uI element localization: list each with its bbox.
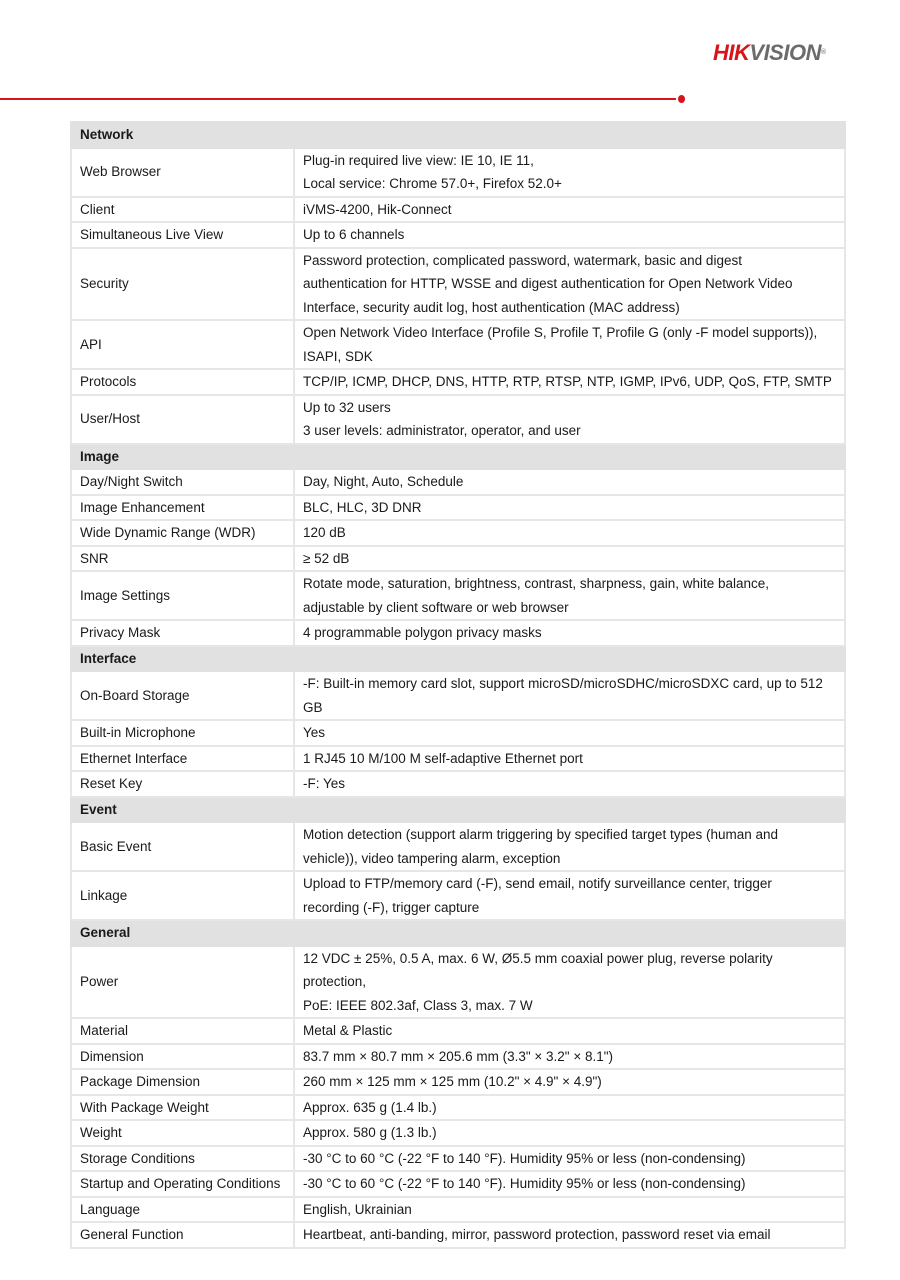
spec-value [294,222,845,248]
spec-row [71,1222,845,1248]
spec-value-line: 120 dB [303,525,346,540]
spec-label: Dimension [71,1044,294,1070]
section-title: Image [71,444,845,470]
spec-value [294,620,845,646]
spec-value-line: BLC, HLC, 3D DNR [303,499,422,515]
spec-value [294,571,845,620]
spec-row [71,469,845,495]
spec-label: Built-in Microphone [71,720,294,746]
spec-row [71,520,845,546]
spec-value-line: Heartbeat, anti-banding, mirror, password protection, password reset via email [303,1227,771,1242]
spec-row [71,1069,845,1095]
spec-value [294,1095,845,1121]
spec-value [294,822,845,871]
spec-label: Client [71,197,294,223]
spec-label: API [71,320,294,369]
section-header-event [71,797,845,823]
spec-label: Storage Conditions [71,1146,294,1172]
spec-value-line: Metal & Plastic [303,1023,393,1038]
spec-label: Weight [71,1120,294,1146]
spec-row [71,1197,845,1223]
section-title: Interface [71,646,845,672]
section-header-network [71,122,845,148]
spec-value [294,1146,845,1172]
spec-row [71,546,845,572]
spec-label: Web Browser [71,148,294,197]
spec-row [71,746,845,772]
spec-row [71,197,845,223]
spec-row [71,1018,845,1044]
spec-label: Startup and Operating Conditions [71,1171,294,1197]
spec-row [71,822,845,871]
spec-row [71,148,845,197]
spec-table [70,121,846,1249]
section-header-general [71,920,845,946]
spec-value-line: ≥ 52 dB [303,550,350,566]
spec-row [71,495,845,521]
spec-row [71,720,845,746]
header-divider-dot [678,95,685,103]
section-title: Network [71,122,845,148]
spec-value-line: Open Network Video Interface (Profile S, Profile T, Profile G (only -F model supports)), [303,325,818,340]
spec-value [294,320,845,369]
spec-value [294,1069,845,1095]
spec-row [71,571,845,620]
spec-value-line: 4 programmable polygon privacy masks [303,625,542,640]
spec-value [294,1018,845,1044]
spec-value-line: Day, Night, Auto, Schedule [303,474,464,489]
spec-label: Image Settings [71,571,294,620]
spec-value-line: 83.7 mm × 80.7 mm × 205.6 mm (3.3" × 3.2" × 8.1") [303,1048,614,1064]
spec-value-line: 3 user levels: administrator, operator, and user [303,423,581,438]
spec-label: Simultaneous Live View [71,222,294,248]
spec-row [71,1146,845,1172]
spec-label: Wide Dynamic Range (WDR) [71,520,294,546]
spec-label: Reset Key [71,771,294,797]
spec-value-line: Approx. 635 g (1.4 lb.) [303,1099,437,1115]
spec-value-line: PoE: IEEE 802.3af, Class 3, max. 7 W [303,997,533,1013]
registered-mark: ® [820,49,826,56]
spec-value-line: English, Ukrainian [303,1201,412,1217]
spec-value-line: -F: Built-in memory card slot, support microSD/microSDHC/microSDXC card, up to 512 [303,676,823,691]
logo-part-red: HIK [713,40,750,65]
spec-label: Protocols [71,369,294,395]
spec-value [294,495,845,521]
spec-value-line: vehicle)), video tampering alarm, exception [303,850,561,866]
section-title: General [71,920,845,946]
spec-value-line: -30 °C to 60 °C (-22 °F to 140 °F). Humidity 95% or less (non-condensing) [303,1176,746,1191]
spec-value [294,369,845,395]
spec-value-line: -F: Yes [303,776,346,791]
spec-value [294,1044,845,1070]
spec-value [294,746,845,772]
spec-label: Language [71,1197,294,1223]
spec-value [294,1120,845,1146]
spec-row [71,871,845,920]
spec-value [294,469,845,495]
spec-value-line: Up to 6 channels [303,227,405,242]
spec-value-line: adjustable by client software or web browser [303,599,569,615]
spec-value-line: Up to 32 users [303,399,391,415]
spec-value [294,1171,845,1197]
spec-value-line: protection, [303,974,367,989]
spec-label: Basic Event [71,822,294,871]
spec-row [71,248,845,321]
spec-value [294,1197,845,1223]
spec-label: On-Board Storage [71,671,294,720]
spec-value-line: recording (-F), trigger capture [303,899,480,915]
spec-label: Linkage [71,871,294,920]
spec-label: User/Host [71,395,294,444]
spec-value-line: 12 VDC ± 25%, 0.5 A, max. 6 W, Ø5.5 mm coaxial power plug, reverse polarity [303,950,773,966]
spec-value [294,946,845,1019]
spec-row [71,1120,845,1146]
spec-value-line: Yes [303,725,326,740]
spec-label: With Package Weight [71,1095,294,1121]
spec-value [294,395,845,444]
section-header-image [71,444,845,470]
logo-part-gray: VISION [749,40,821,65]
spec-value-line: authentication for HTTP, WSSE and digest authentication for Open Network Video [303,276,793,291]
spec-value [294,1222,845,1248]
spec-value-line: Interface, security audit log, host authentication (MAC address) [303,299,680,315]
spec-value [294,197,845,223]
spec-value [294,546,845,572]
spec-label: SNR [71,546,294,572]
spec-label: Image Enhancement [71,495,294,521]
section-title: Event [71,797,845,823]
spec-value-line: Password protection, complicated password, watermark, basic and digest [303,252,742,268]
spec-row [71,671,845,720]
spec-row [71,946,845,1019]
spec-value [294,720,845,746]
spec-value [294,671,845,720]
spec-value-line: Local service: Chrome 57.0+, Firefox 52.0+ [303,176,562,191]
section-header-interface [71,646,845,672]
spec-value-line: Upload to FTP/memory card (-F), send email, notify surveillance center, trigger [303,876,772,891]
spec-row [71,1044,845,1070]
spec-value-line: 260 mm × 125 mm × 125 mm (10.2" × 4.9" × 4.9") [303,1074,602,1089]
spec-value [294,871,845,920]
spec-value [294,520,845,546]
spec-row [71,369,845,395]
spec-value-line: 1 RJ45 10 M/100 M self-adaptive Ethernet port [303,750,583,766]
spec-row [71,1095,845,1121]
spec-row [71,771,845,797]
spec-row [71,320,845,369]
spec-label: Power [71,946,294,1019]
spec-label: Security [71,248,294,321]
spec-row [71,620,845,646]
spec-row [71,222,845,248]
spec-value-line: TCP/IP, ICMP, DHCP, DNS, HTTP, RTP, RTSP, NTP, IGMP, IPv6, UDP, QoS, FTP, SMTP [303,374,832,389]
spec-label: Day/Night Switch [71,469,294,495]
spec-value [294,148,845,197]
spec-value-line: -30 °C to 60 °C (-22 °F to 140 °F). Humidity 95% or less (non-condensing) [303,1150,746,1166]
spec-table-body [71,122,845,1248]
spec-value-line: Rotate mode, saturation, brightness, contrast, sharpness, gain, white balance, [303,576,770,591]
spec-label: Material [71,1018,294,1044]
spec-value-line: ISAPI, SDK [303,348,373,364]
spec-value [294,771,845,797]
spec-row [71,1171,845,1197]
hikvision-logo [713,40,826,66]
spec-row [71,395,845,444]
spec-value-line: Motion detection (support alarm triggering by specified target types (human and [303,827,779,842]
spec-value-line: Approx. 580 g (1.3 lb.) [303,1125,437,1140]
spec-value-line: GB [303,699,323,715]
spec-label: General Function [71,1222,294,1248]
header-divider-line [0,98,676,100]
spec-label: Package Dimension [71,1069,294,1095]
spec-value [294,248,845,321]
spec-value-line: Plug-in required live view: IE 10, IE 11, [303,152,534,168]
spec-label: Privacy Mask [71,620,294,646]
spec-label: Ethernet Interface [71,746,294,772]
spec-value-line: iVMS-4200, Hik-Connect [303,201,452,217]
